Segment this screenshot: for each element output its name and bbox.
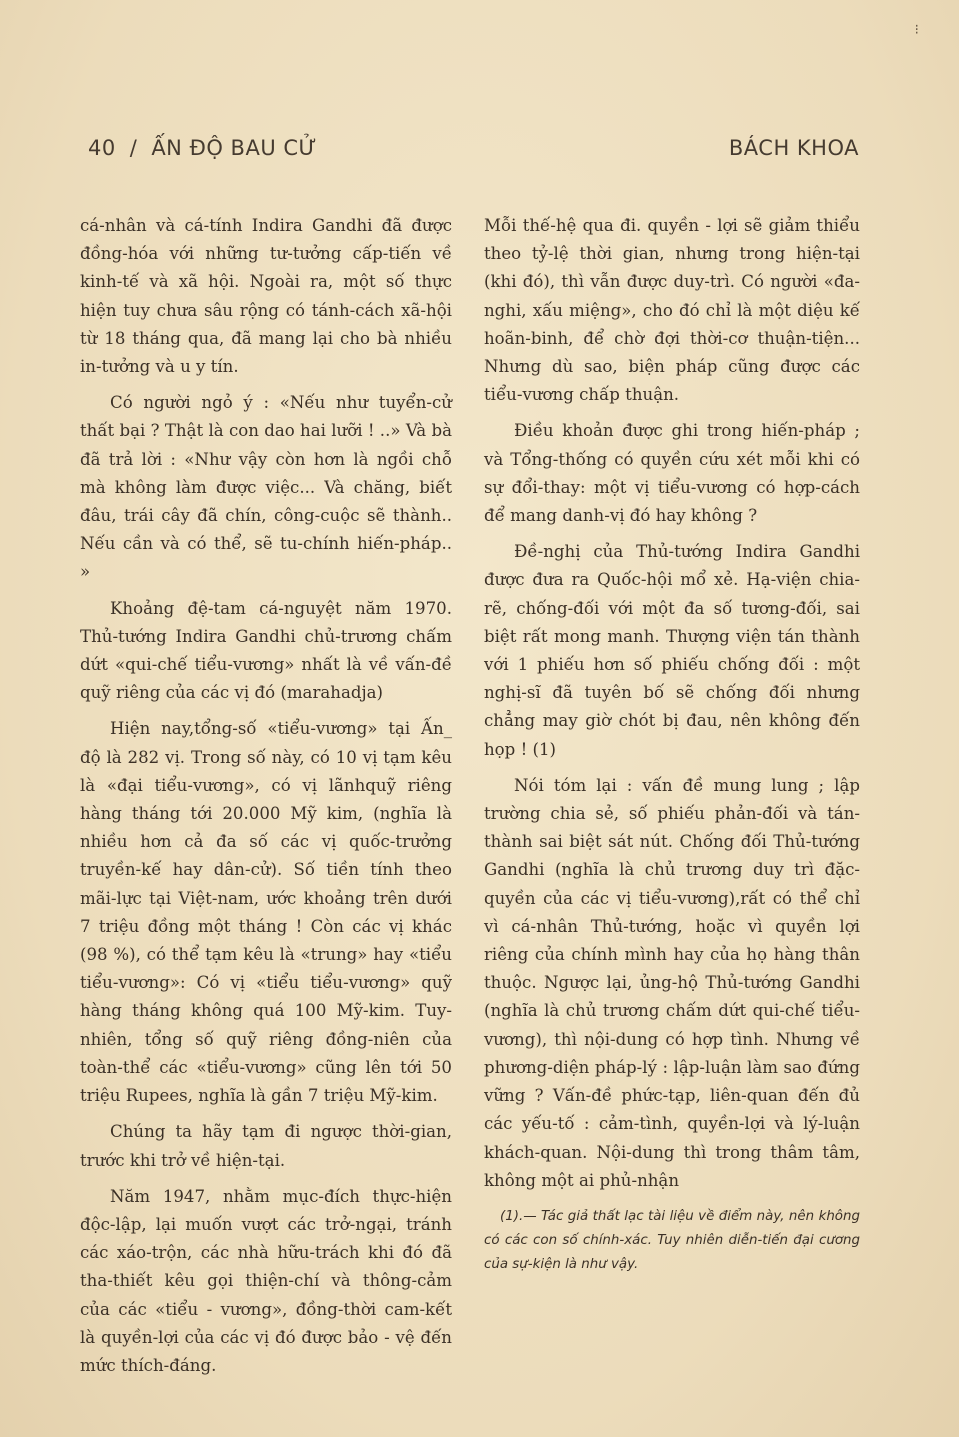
paragraph: Có người ngỏ ý : «Nếu như tuyển-cử thất bại ? Thật là con dao hai lưỡi ! ..» Và bà đã trả lời : «Như vậy còn hơn là ngồi chỗ mà không làm được việc... Và chăng, biết đâu, trái cây đã chín, công-cuộc sẽ thành.. Nếu cần và có thể, sẽ tu-chính hiến-pháp.. » bbox=[80, 393, 452, 582]
paragraph: Mỗi thế-hệ qua đi. quyền - lợi sẽ giảm thiểu theo tỷ-lệ thời gian, nhưng trong hiện-tại (khi đó), thì vẫn được duy-trì. Có người «đa-nghi, xấu miệng», cho đó chỉ là một diệu kế hoãn-binh, để chờ đợi thời-cơ thuận-tiện... Nhưng dù sao, biện pháp cũng được các tiểu-vương chấp thuận. bbox=[484, 216, 860, 405]
magazine-title: BÁCH KHOA bbox=[728, 136, 859, 160]
paragraph: Điều khoản được ghi trong hiến-pháp ; và Tổng-thống có quyền cứu xét mỗi khi có sự đổi-thay: một vị tiểu-vương có hợp-cách để mang danh-vị đó hay không ? bbox=[484, 421, 860, 526]
header-separator: / bbox=[129, 136, 138, 160]
section-title: ẤN ĐỘ BAU CỬ bbox=[151, 136, 318, 160]
margin-marks: ⁝ bbox=[914, 22, 919, 38]
header-left bbox=[88, 136, 317, 160]
paragraph: Đề-nghị của Thủ-tướng Indira Gandhi được đưa ra Quốc-hội mổ xẻ. Hạ-viện chia-rẽ, chống-đối với một đa số tương-đối, sai biệt rất mong manh. Thượng viện tán thành với 1 phiếu hơn số phiếu chống đối : một nghị-sĩ đã tuyên bố sẽ chống đối nhưng chẳng may giờ chót bị đau, nên không đến họp ! (1) bbox=[484, 542, 860, 759]
left-column bbox=[80, 212, 452, 1388]
right-column bbox=[484, 212, 860, 1277]
paragraph: Nói tóm lại : vấn đề mung lung ; lập trường chia sẻ, số phiếu phản-đối và tán-thành sai biệt sát nút. Chống đối Thủ-tướng Gandhi (nghĩa là chủ trương duy trì đặc-quyền của các vị tiểu-vương),rất có thể chỉ vì cá-nhân Thủ-tướng, hoặc vì quyền lợi riêng của chính mình hay của họ hàng thân thuộc. Ngược lại, ủng-hộ Thủ-tướng Gandhi (nghĩa là chủ trương chấm dứt qui-chế tiểu-vương), thì nội-dung có hợp tình. Nhưng về phương-diện pháp-lý : lập-luận làm sao đứng vững ? Vấn-đề phức-tạp, liên-quan đến đủ các yếu-tố : cảm-tình, quyền-lợi và lý-luận khách-quan. Nội-dung thì trong thâm tâm, không một ai phủ-nhận bbox=[484, 775, 860, 1190]
paragraph: Chúng ta hãy tạm đi ngược thời-gian, trước khi trở về hiện-tại. bbox=[80, 1122, 452, 1170]
page-number: 40 bbox=[88, 136, 116, 160]
paragraph: Hiện nay,tổng-số «tiểu-vương» tại Ấn_ độ là 282 vị. Trong số này, có 10 vị tạm kêu là «đại tiểu-vương», có vị lãnhquỹ riêng hàng tháng tới 20.000 Mỹ kim, (nghĩa là nhiều hơn cả đa số các vị quốc-trưởng truyền-kế hay dân-cử). Số tiền tính theo mãi-lực tại Việt-nam, ước khoảng trên dưới 7 triệu đồng một tháng ! Còn các vị khác (98 %), có thể tạm kêu là «trung» hay «tiểu tiểu-vương»: Có vị «tiểu tiểu-vương» quỹ hàng tháng không quá 100 Mỹ-kim. Tuy-nhiên, tổng số quỹ riêng đồng-niên của toàn-thể các «tiểu-vương» cũng lên tới 50 triệu Rupees, nghĩa là gần 7 triệu Mỹ-kim. bbox=[80, 719, 452, 1106]
footnote: (1).— Tác giả thất lạc tài liệu về điểm này, nên không có các con số chính-xác. Tuy nhiên diễn-tiến đại cương của sự-kiện là như vậy. bbox=[484, 1208, 860, 1272]
paragraph: cá-nhân và cá-tính Indira Gandhi đã được đồng-hóa với những tư-tưởng cấp-tiến về kinh-tế và xã hội. Ngoài ra, một số thực hiện tuy chưa sâu rộng có tánh-cách xã-hội từ 18 tháng qua, đã mang lại cho bà nhiều in-tưởng và u y tín. bbox=[80, 216, 452, 377]
page-header bbox=[88, 136, 859, 170]
paragraph: Khoảng đệ-tam cá-nguyệt năm 1970. Thủ-tướng Indira Gandhi chủ-trương chấm dứt «qui-chế tiểu-vương» nhất là về vấn-đề quỹ riêng của các vị đó (marahadja) bbox=[80, 598, 452, 703]
paragraph: Năm 1947, nhằm mục-đích thực-hiện độc-lập, lại muốn vượt các trở-ngại, tránh các xáo-trộn, các nhà hữu-trách khi đó đã tha-thiết kêu gọi thiện-chí và thông-cảm của các «tiểu - vương», đồng-thời cam-kết là quyền-lợi của các vị đó được bảo - vệ đến mức thích-đáng. bbox=[80, 1186, 452, 1375]
